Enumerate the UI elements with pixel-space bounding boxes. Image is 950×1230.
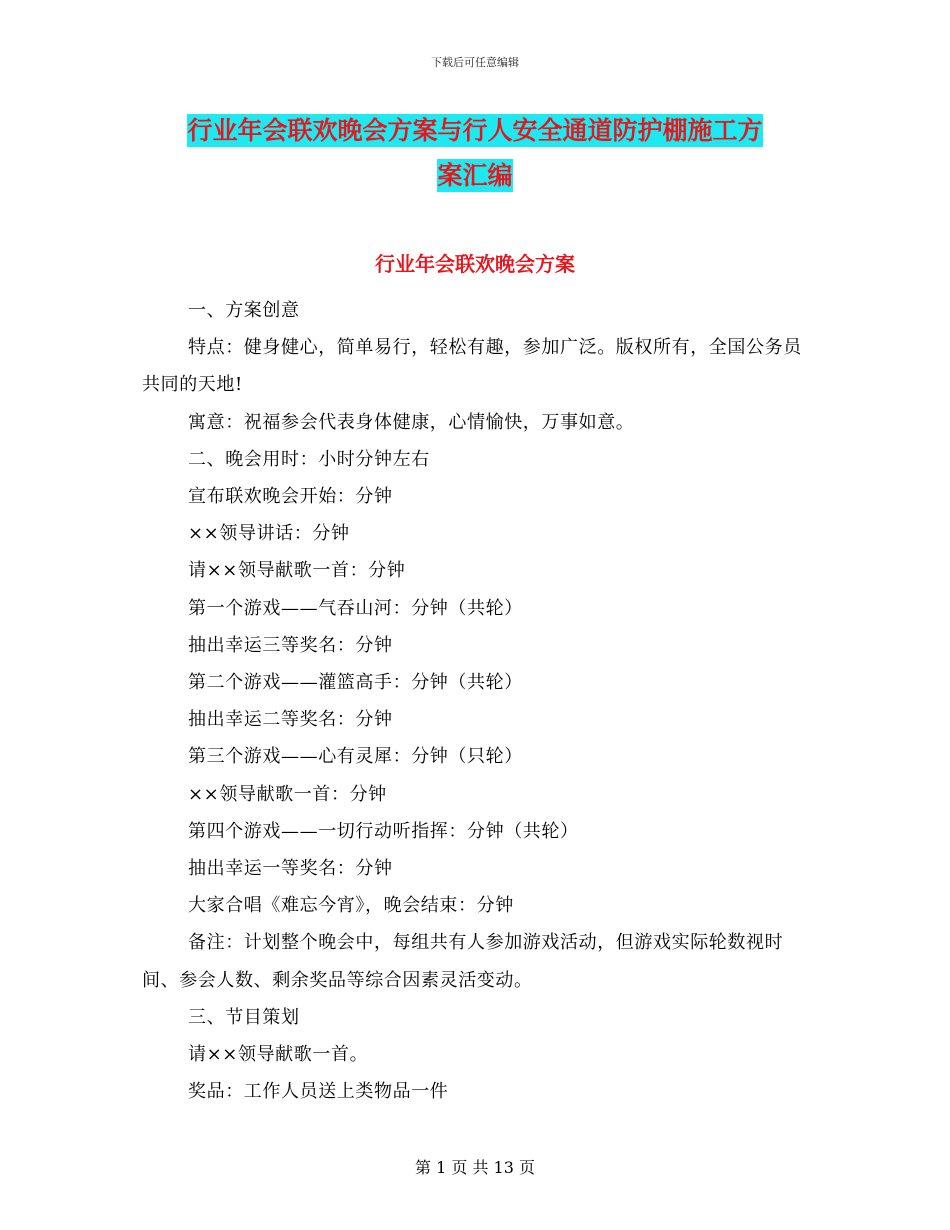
paragraph: 第三个游戏——心有灵犀：分钟（只轮）	[188, 746, 523, 768]
paragraph: 抽出幸运一等奖名：分钟	[188, 858, 393, 880]
paragraph: 大家合唱《难忘今宵》，晚会结束：分钟	[188, 895, 514, 917]
paragraph: 备注：计划整个晚会中，每组共有人参加游戏活动，但游戏实际轮数视时间、参会人数、剩余奖品等综合因素灵活变动。	[142, 932, 784, 991]
paragraph: 奖品：工作人员送上类物品一件	[188, 1081, 449, 1103]
paragraph: 三、节目策划	[188, 1006, 300, 1028]
paragraph: 抽出幸运三等奖名：分钟	[188, 634, 393, 656]
paragraph: 第二个游戏——灌篮高手：分钟（共轮）	[188, 672, 523, 694]
paragraph: 抽出幸运二等奖名：分钟	[188, 709, 393, 731]
paragraph: 特点：健身健心，简单易行，轻松有趣，参加广泛。版权所有，全国公务员共同的天地!	[142, 337, 802, 396]
body-text	[142, 292, 810, 1110]
document-title-line2: 案汇编	[437, 161, 513, 190]
header-note: 下载后可任意编辑	[431, 56, 519, 69]
paragraph: 寓意：祝福参会代表身体健康，心情愉快，万事如意。	[188, 411, 635, 433]
page-footer: 第 1 页 共 13 页	[415, 1158, 535, 1177]
section-title: 行业年会联欢晚会方案	[375, 252, 575, 276]
document-title-line1: 行业年会联欢晚会方案与行人安全通道防护棚施工方	[187, 116, 763, 145]
paragraph: 第一个游戏——气吞山河：分钟（共轮）	[188, 597, 523, 619]
paragraph: ××领导献歌一首：分钟	[188, 783, 387, 805]
paragraph: 第四个游戏——一切行动听指挥：分钟（共轮）	[188, 820, 579, 842]
document-title	[0, 108, 950, 198]
paragraph: 请××领导献歌一首。	[188, 1044, 369, 1066]
paragraph: 一、方案创意	[188, 300, 300, 321]
paragraph: 二、晚会用时：小时分钟左右	[188, 448, 430, 470]
paragraph: 宣布联欢晚会开始：分钟	[188, 486, 393, 508]
paragraph: 请××领导献歌一首：分钟	[188, 560, 406, 582]
paragraph: ××领导讲话：分钟	[188, 523, 350, 545]
